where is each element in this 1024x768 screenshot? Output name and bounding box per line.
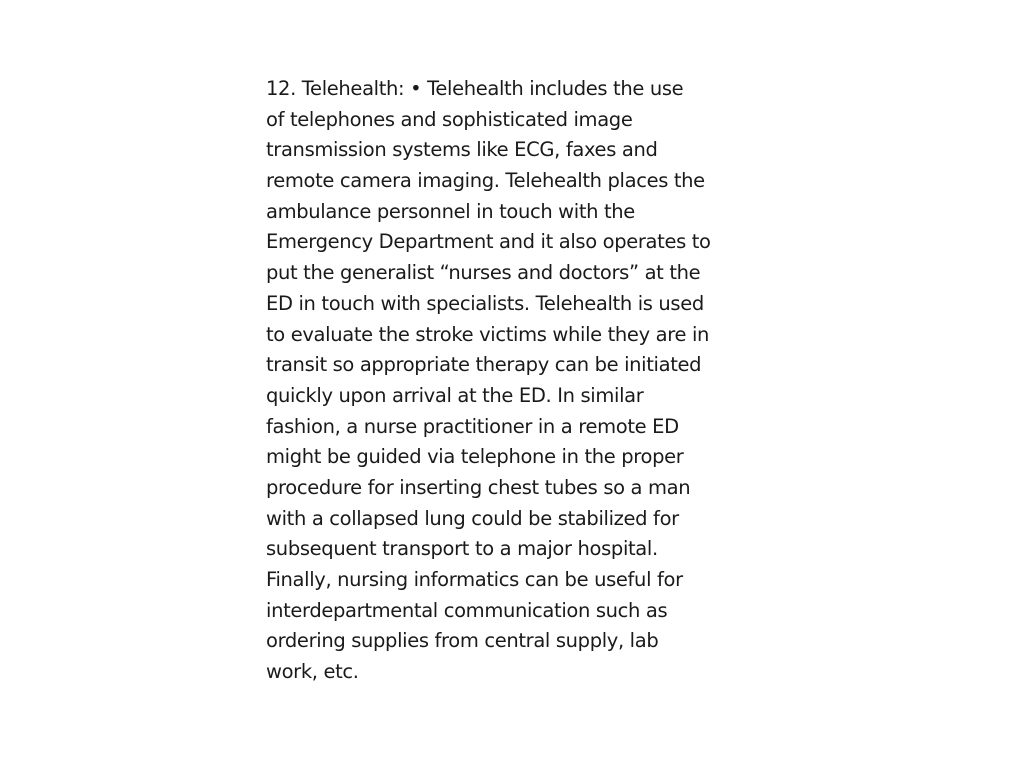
body-text-line: put the generalist “nurses and doctors” at the <box>266 261 701 285</box>
body-text-line: subsequent transport to a major hospital. <box>266 537 658 561</box>
body-text-line: transmission systems like ECG, faxes and <box>266 138 658 162</box>
body-text-line: ordering supplies from central supply, lab <box>266 629 659 653</box>
body-text-line: 12. Telehealth: • Telehealth includes the use <box>266 77 684 100</box>
body-text-line: fashion, a nurse practitioner in a remote ED <box>266 414 679 438</box>
body-text-line: Finally, nursing informatics can be useful for <box>266 568 683 591</box>
body-text-line: with a collapsed lung could be stabilized for <box>266 506 679 530</box>
body-text-line: remote camera imaging. Telehealth places the <box>266 169 705 193</box>
body-text-line: quickly upon arrival at the ED. In similar <box>266 383 644 407</box>
body-text-line: might be guided via telephone in the proper <box>266 445 684 469</box>
body-text-line: ED in touch with specialists. Telehealth is used <box>266 291 704 315</box>
body-text-line: procedure for inserting chest tubes so a man <box>266 475 691 499</box>
body-text-line: work, etc. <box>266 660 359 684</box>
body-text-line: of telephones and sophisticated image <box>266 107 633 131</box>
slide-body-text <box>266 74 766 688</box>
body-text-line: ambulance personnel in touch with the <box>266 199 635 223</box>
body-text-line: Emergency Department and it also operates to <box>266 230 711 254</box>
body-text-line: interdepartmental communication such as <box>266 598 668 622</box>
body-text-line: transit so appropriate therapy can be initiated <box>266 353 702 377</box>
body-text-line: to evaluate the stroke victims while they are in <box>266 322 710 346</box>
